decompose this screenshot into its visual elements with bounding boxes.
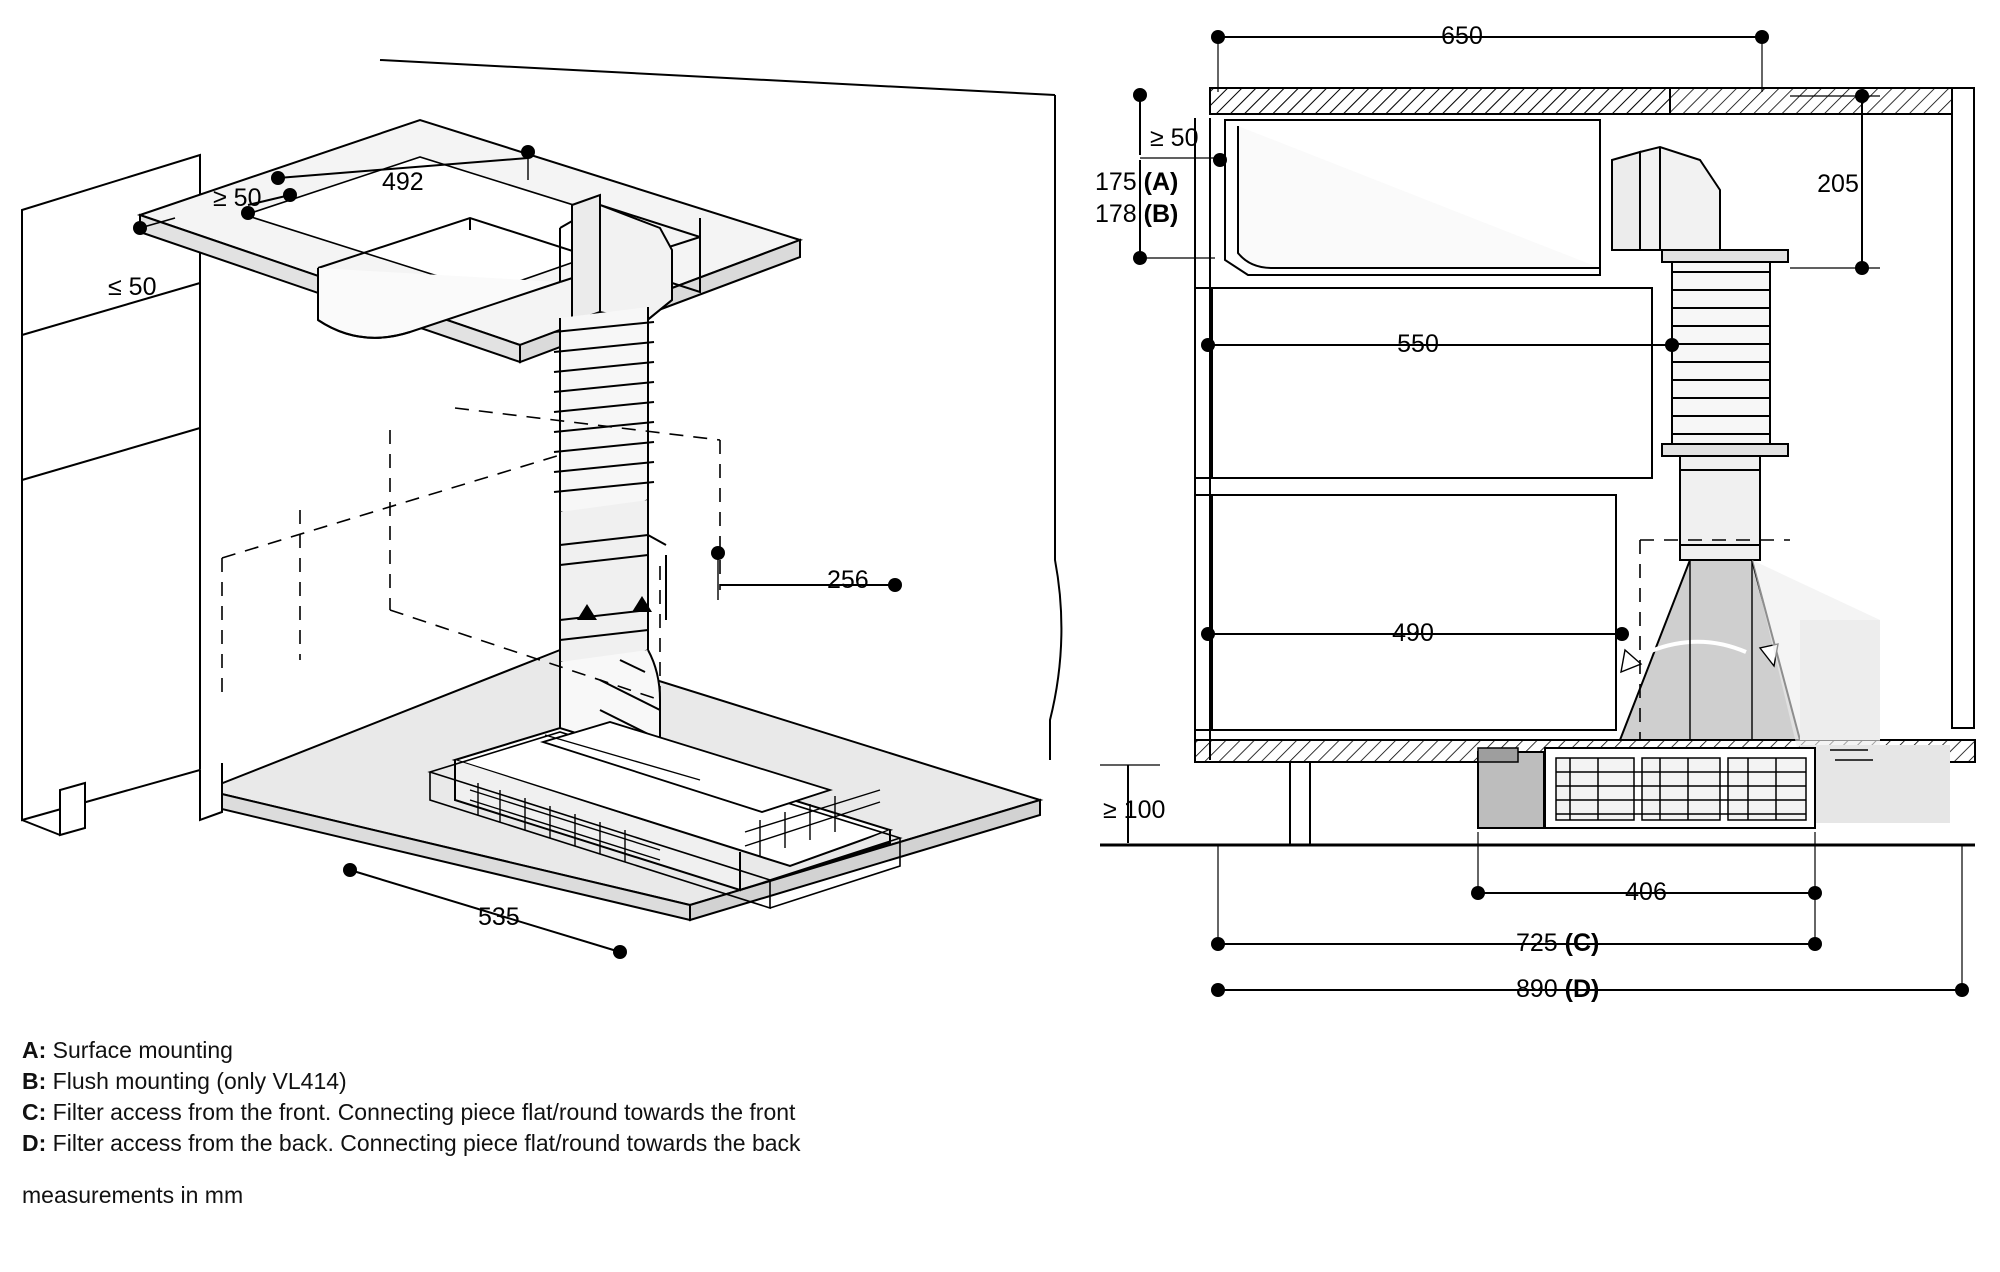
left-dim-492-label: 492 (382, 168, 424, 196)
legend-row-b (22, 1066, 942, 1097)
right-dim-406-label: 406 (1625, 878, 1667, 906)
filter-box-assembly (1478, 748, 1815, 828)
room-edge (1050, 95, 1061, 760)
legend-block (22, 1035, 942, 1159)
left-dim-256-label: 256 (827, 566, 869, 594)
left-isometric-view (22, 60, 1061, 920)
legend-row-c (22, 1097, 942, 1128)
left-dim-535-label: 535 (478, 903, 520, 931)
legend-key-b: B: (22, 1068, 47, 1094)
right-dim-ge100-label: ≥ 100 (1103, 796, 1166, 824)
dim-256 (711, 546, 902, 600)
right-dim-725c-label: 725 (C) (1516, 929, 1600, 957)
units-note: measurements in mm (22, 1182, 244, 1208)
room-top-edge (380, 60, 1055, 95)
right-dim-ge50-label: ≥ 50 (1150, 124, 1199, 152)
flexible-duct-assembly (554, 195, 672, 760)
legend-text-d: Filter access from the back. Connecting piece flat/round towards the back (52, 1130, 801, 1156)
hood-cabinet-section (1210, 88, 1670, 275)
corrugated-section (1672, 258, 1770, 450)
legend-key-a: A: (22, 1037, 47, 1063)
legend-text-a: Surface mounting (52, 1037, 233, 1063)
legend-key-d: D: (22, 1130, 47, 1156)
right-dim-890d-label: 890 (D) (1516, 975, 1600, 1003)
legend-text-c: Filter access from the front. Connecting piece flat/round towards the front (52, 1099, 796, 1125)
legend-row-a (22, 1035, 942, 1066)
corrugated-duct (554, 307, 654, 515)
dim-650 (1211, 30, 1769, 92)
left-dim-le50-label: ≤ 50 (108, 273, 157, 301)
right-dim-650-label: 650 (1441, 22, 1483, 50)
right-dim-490-label: 490 (1392, 619, 1434, 647)
right-dim-205-label: 205 (1817, 170, 1859, 198)
base-cabinet (22, 155, 222, 835)
left-dim-ge50-label: ≥ 50 (213, 184, 262, 212)
legend-text-b: Flush mounting (only VL414) (52, 1068, 347, 1094)
right-dim-550-label: 550 (1397, 330, 1439, 358)
legend-row-d (22, 1128, 942, 1159)
legend-key-c: C: (22, 1099, 47, 1125)
right-dim-178b-label: 178 (B) (1095, 200, 1179, 228)
right-section-view (1100, 88, 1975, 845)
right-dim-175a-label: 175 (A) (1095, 168, 1179, 196)
